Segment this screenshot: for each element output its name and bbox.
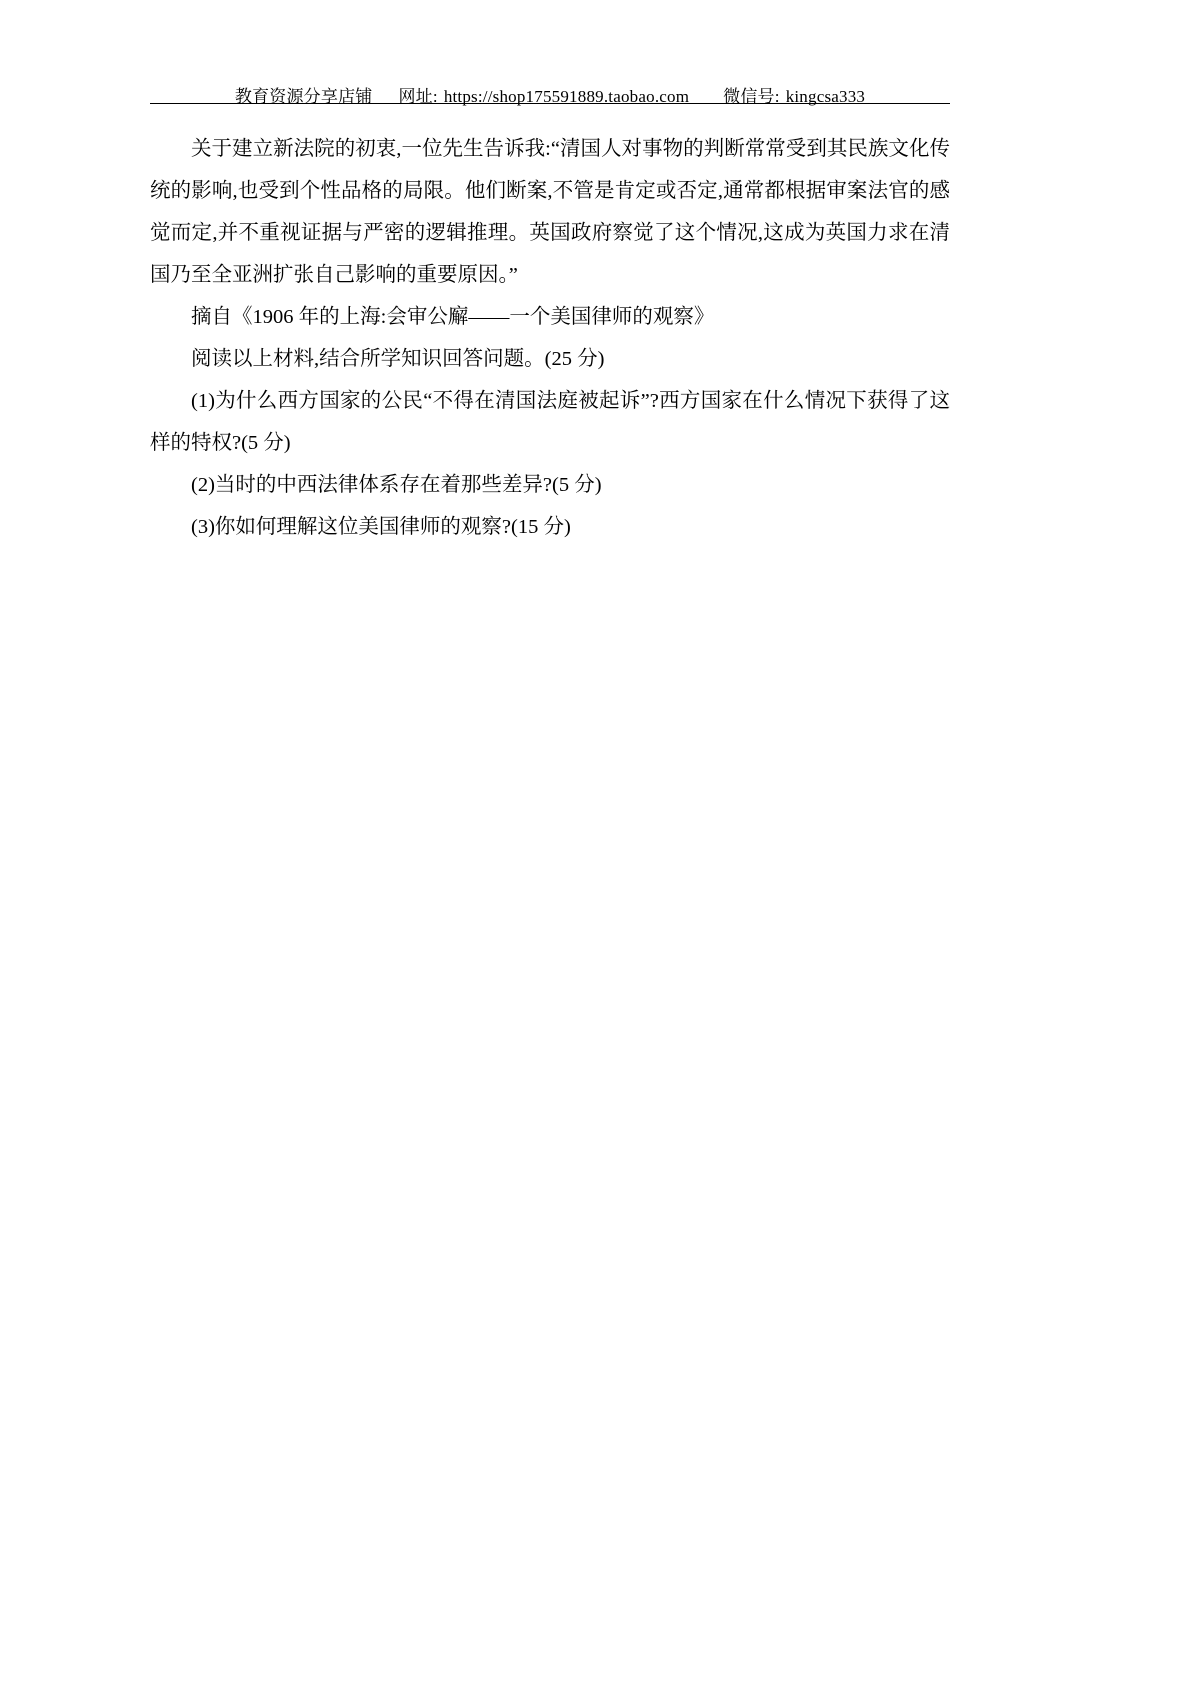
paragraph-question-1: (1)为什么西方国家的公民“不得在清国法庭被起诉”?西方国家在什么情况下获得了这样的特权?(5 分) <box>150 390 950 454</box>
paragraph-question-3: (3)你如何理解这位美国律师的观察?(15 分) <box>191 516 571 538</box>
paragraph-instruction: 阅读以上材料,结合所学知识回答问题。(25 分) <box>191 348 605 370</box>
header-site-url: https://shop175591889.taobao.com <box>443 87 690 106</box>
paragraph-source-quote: 关于建立新法院的初衷,一位先生告诉我:“清国人对事物的判断常常受到其民族文化传统的影响,也受到个性品格的局限。他们断案,不管是肯定或否定,通常都根据审案法官的感觉而定,并不重视证据与严密的逻辑推理。英国政府察觉了这个情况,这成为英国力求在清国乃至全亚洲扩张自己影响的重要原因。” <box>150 138 950 286</box>
header-divider <box>150 103 950 104</box>
header-wechat-label: 微信号: <box>723 87 780 106</box>
document-body <box>150 128 950 548</box>
paragraph-citation: 摘自《1906 年的上海:会审公廨——一个美国律师的观察》 <box>191 306 715 328</box>
header-shop-label: 教育资源分享店铺 <box>234 87 373 106</box>
header-wechat-id: kingcsa333 <box>785 87 866 106</box>
header-site-label: 网址: <box>398 87 438 106</box>
paragraph-question-2: (2)当时的中西法律体系存在着那些差异?(5 分) <box>191 474 602 496</box>
